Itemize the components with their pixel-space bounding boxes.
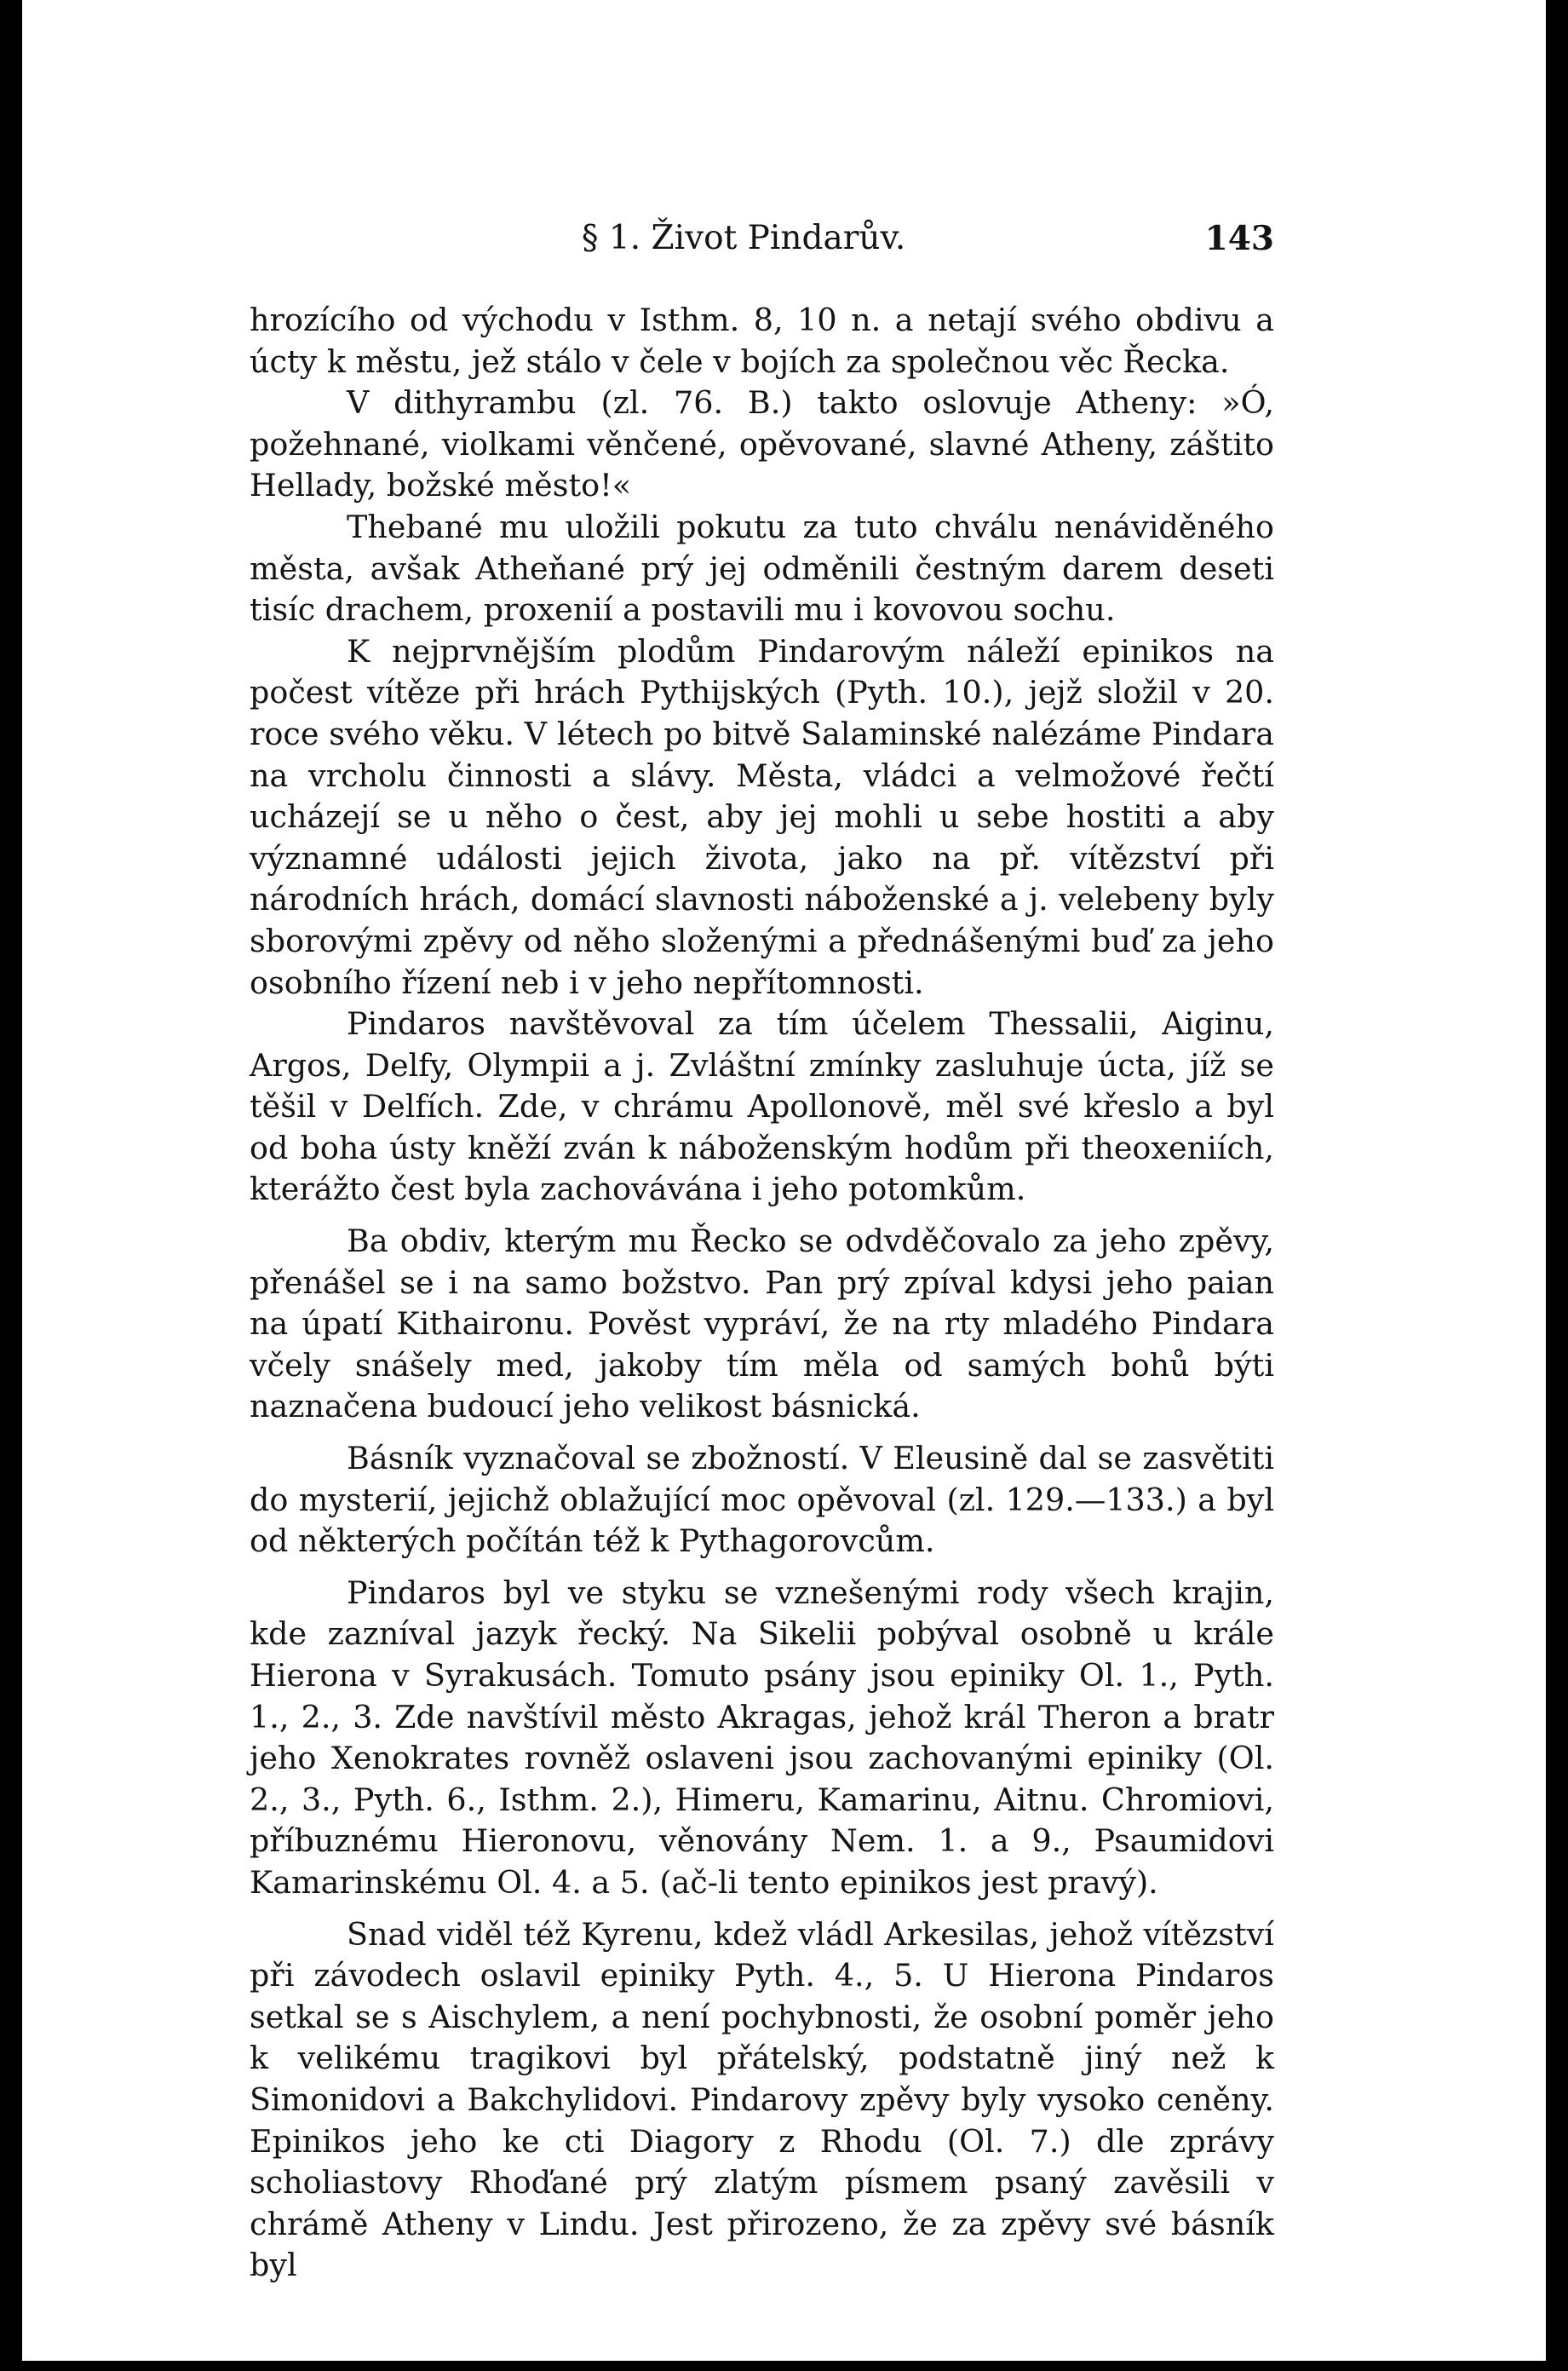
paragraph-continued: hrozícího od východu v Isthm. 8, 10 n. a netají svého obdivu a úcty k městu, jež stálo v čele v bojích za společnou věc Řecka. — [250, 302, 1274, 380]
page-number: 143 — [1204, 219, 1274, 258]
scan-edge-right — [1546, 0, 1568, 2371]
paragraph: Pindaros navštěvoval za tím účelem Thessalii, Aiginu, Argos, Delfy, Olympii a j. Zvláštní zmínky zasluhuje úcta, jíž se těšil v Delfích. Zde, v chrámu Apollonově, měl své křeslo a byl od boha ústy kněží zván k náboženským hodům při theoxeniích, kterážto čest byla zachovávána i jeho potomkům. — [250, 1005, 1274, 1208]
scan-edge-left — [0, 0, 22, 2371]
page-header — [250, 213, 1274, 264]
paragraph: Snad viděl též Kyrenu, kdež vládl Arkesilas, jehož vítězství při závodech oslavil epiniky Pyth. 4., 5. U Hierona Pindaros setkal se s Aischylem, a není pochybnosti, že osobní poměr jeho k velikému tragikovi byl přátelský, podstatně jiný než k Simonidovi a Bakchylidovi. Pindarovy zpěvy byly vysoko ceněny. Epinikos jeho ke cti Diagory z Rhodu (Ol. 7.) dle zprávy scholiastovy Rhoďané prý zlatým písmem psaný zavěsili v chrámě Atheny v Lindu. Jest přirozeno, že za zpěvy své básník byl — [250, 1915, 1274, 2284]
paragraph: Thebané mu uložili pokutu za tuto chválu nenáviděného města, avšak Atheňané prý jej odměnili čestným darem deseti tisíc drachem, proxenií a postavili mu i kovovou sochu. — [250, 508, 1274, 629]
running-title: § 1. Život Pindarův. — [582, 219, 906, 257]
paragraph: Básník vyznačoval se zbožností. V Eleusině dal se zasvětiti do mysterií, jejichž oblažující moc opěvoval (zl. 129.—133.) a byl od některých počítán též k Pythagorovcům. — [250, 1440, 1274, 1560]
paragraph: V dithyrambu (zl. 76. B.) takto oslovuje Atheny: »Ó, požehnané, violkami věnčené, opěvované, slavné Atheny, záštito Hellady, božské město!« — [250, 384, 1274, 504]
paragraph: Pindaros byl ve styku se vznešenými rody všech krajin, kde zazníval jazyk řecký. Na Sikelii pobýval osobně u krále Hierona v Syrakusách. Tomuto psány jsou epiniky Ol. 1., Pyth. 1., 2., 3. Zde navštívil město Akragas, jehož král Theron a bratr jeho Xenokrates rovněž oslaveni jsou zachovanými epiniky (Ol. 2., 3., Pyth. 6., Isthm. 2.), Himeru, Kamarinu, Aitnu. Chromiovi, příbuznému Hieronovu, věnovány Nem. 1. a 9., Psaumidovi Kamarinskému Ol. 4. a 5. (ač-li tento epinikos jest pravý). — [250, 1574, 1274, 1901]
body-text — [250, 300, 1274, 2287]
scan-edge-bottom — [0, 2361, 1568, 2371]
paragraph: Ba obdiv, kterým mu Řecko se odvděčovalo za jeho zpěvy, přenášel se i na samo božstvo. Pan prý zpíval kdysi jeho paian na úpatí Kithaironu. Pověst vypráví, že na rty mladého Pindara včely snášely med, jakoby tím měla od samých bohů býti naznačena budoucí jeho velikost básnická. — [250, 1223, 1274, 1425]
paragraph: K nejprvnějším plodům Pindarovým náleží epinikos na počest vítěze při hrách Pythijských (Pyth. 10.), jejž složil v 20. roce svého věku. V létech po bitvě Salaminské nalézáme Pindara na vrcholu činnosti a slávy. Města, vládci a velmožové řečtí ucházejí se u něho o čest, aby jej mohli u sebe hostiti a aby významné události jejich života, jako na př. vítězství při národních hrách, domácí slavnosti náboženské a j. velebeny byly sborovými zpěvy od něho složenými a přednášenými buď za jeho osobního řízení neb i v jeho nepřítomnosti. — [250, 632, 1274, 1001]
